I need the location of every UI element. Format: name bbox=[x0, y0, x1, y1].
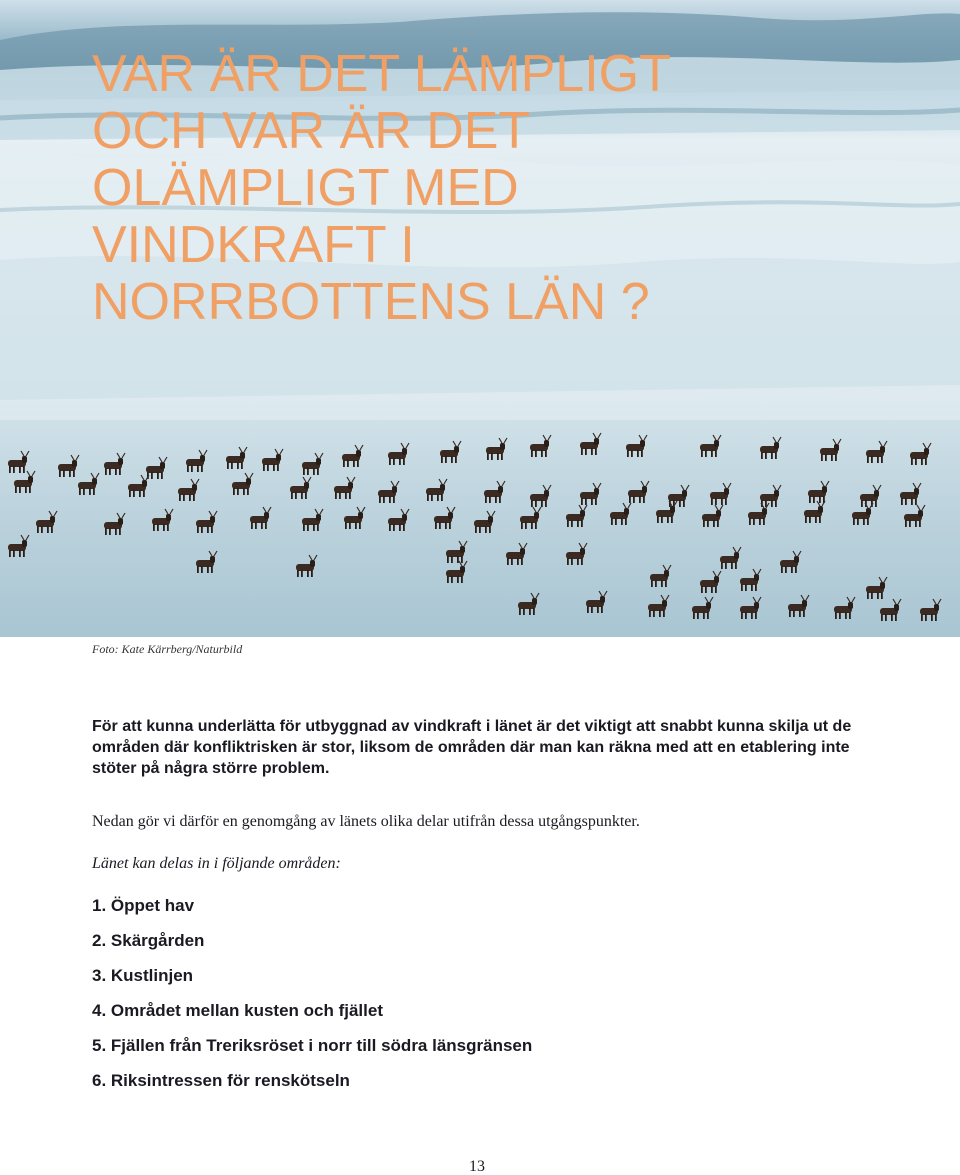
list-item: 2. Skärgården bbox=[92, 931, 205, 950]
title-line: OLÄMPLIGT MED bbox=[92, 159, 519, 217]
list-item: 5. Fjällen från Treriksröset i norr till södra länsgränsen bbox=[92, 1036, 533, 1055]
title-line: VINDKRAFT I bbox=[92, 216, 415, 274]
list-item: 3. Kustlinjen bbox=[92, 966, 194, 985]
page-number: 13 bbox=[469, 1158, 485, 1175]
list-intro: Länet kan delas in i följande områden: bbox=[92, 855, 341, 872]
list-item: 1. Öppet hav bbox=[92, 896, 195, 915]
area-list bbox=[92, 896, 532, 1106]
body-paragraph: Nedan gör vi därför en genomgång av länets olika delar utifrån dessa utgångspunkter. bbox=[92, 813, 640, 830]
title-line: VAR ÄR DET LÄMPLIGT bbox=[92, 45, 671, 103]
list-item: 6. Riksintressen för renskötseln bbox=[92, 1071, 350, 1090]
list-item: 4. Området mellan kusten och fjället bbox=[92, 1001, 383, 1020]
title-line: OCH VAR ÄR DET bbox=[92, 102, 531, 160]
page-title bbox=[92, 46, 852, 331]
photo-credit: Foto: Kate Kärrberg/Naturbild bbox=[92, 642, 243, 656]
title-line: NORRBOTTENS LÄN ? bbox=[92, 273, 650, 331]
intro-paragraph: För att kunna underlätta för utbyggnad av vindkraft i länet är det viktigt att snabbt kunna skilja ut de områden där konfliktrisken är stor, liksom de områden där man kan räkna med att en etablering inte stöter på några större problem. bbox=[92, 718, 852, 777]
